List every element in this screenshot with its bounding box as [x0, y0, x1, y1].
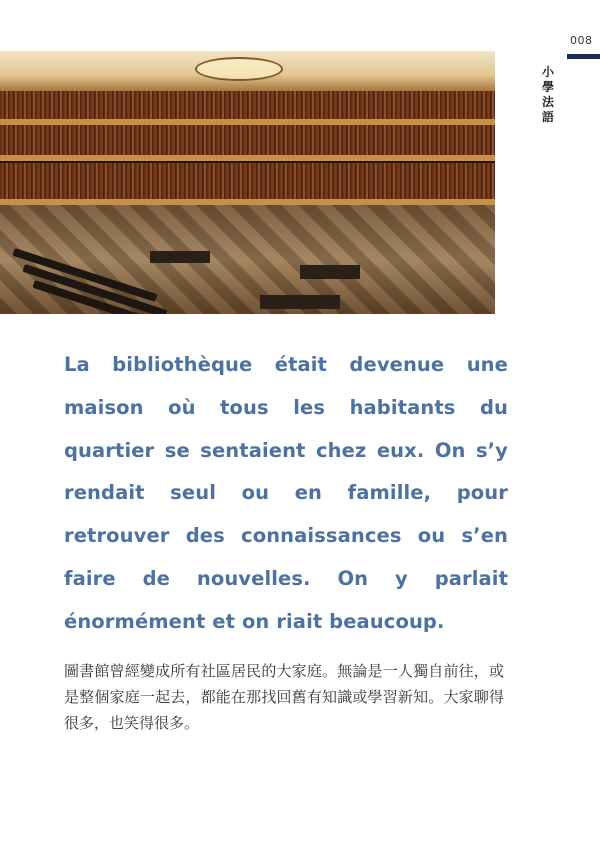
chandelier [195, 57, 283, 81]
reading-desk [300, 265, 360, 279]
bookshelf-upper [0, 91, 495, 119]
french-paragraph: La bibliothèque était devenue une maison où tous les habitants du quartier se sentaient chez eux. On s’y rendait seul ou en famille, pour retrouver des connaissances ou s’en faire de nouvelles. On y parlait énormément et on riait beaucoup. [64, 353, 508, 633]
reading-desk [260, 295, 340, 309]
page-number-bar [567, 54, 600, 59]
chinese-translation: 圖書館曾經變成所有社區居民的大家庭。無論是一人獨自前往，或是整個家庭一起去，都能在那找回舊有知識或學習新知。大家聊得很多，也笑得很多。 [64, 662, 504, 732]
library-rotunda-photo [0, 51, 495, 314]
bookshelf-middle [0, 125, 495, 155]
shelf-ledge [0, 155, 495, 161]
section-label: 小學法語 [541, 65, 554, 124]
page-number: 008 [570, 34, 593, 47]
reading-desk [150, 251, 210, 263]
bookshelf-lower [0, 163, 495, 199]
